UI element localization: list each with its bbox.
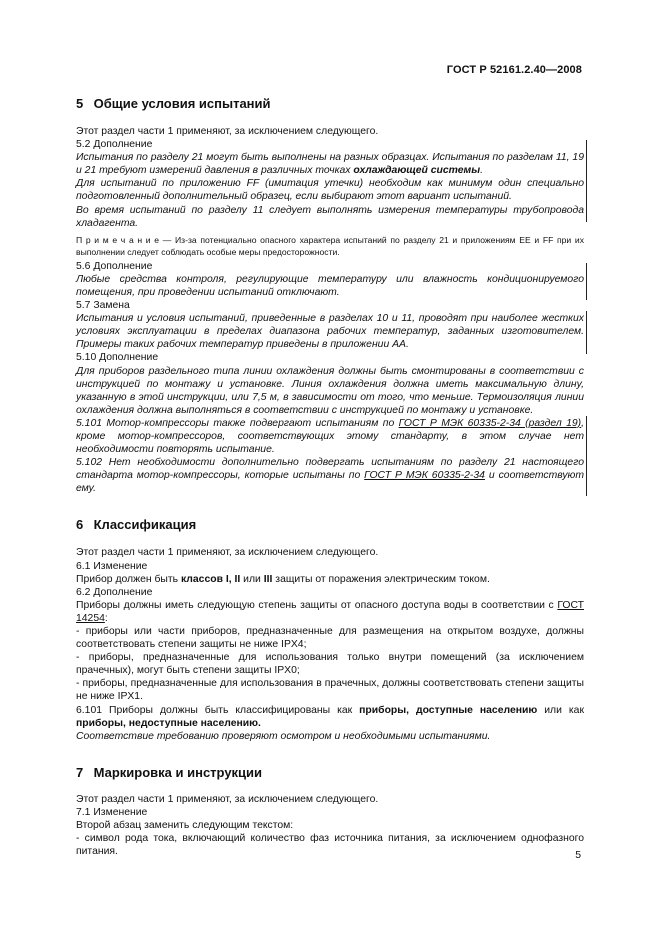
change-bar-5-7 (586, 311, 587, 354)
change-bar-5-2 (586, 140, 587, 222)
clause-7-1-label: 7.1 Изменение (76, 806, 148, 818)
clause-7-1-text: Второй абзац заменить следующим текстом: (76, 820, 294, 832)
section-number: 7 (76, 764, 84, 780)
document-header: ГОСТ Р 52161.2.40—2008 (446, 64, 582, 76)
section-number: 6 (76, 517, 84, 533)
clause-5-2-text-2: Для испытаний по приложению FF (имитация утечки) необходим как минимум один специально подготовленный дополнительный образец, если выбирают этот вариант испытаний. (76, 178, 584, 203)
clause-6-1-label: 6.1 Изменение (76, 560, 148, 572)
note (76, 234, 584, 258)
list-item: - приборы, предназначенные для использования только внутри помещений (за исключением прачечных), могут быть степени защиты IPX0; (76, 652, 584, 677)
clause-5-6-label: 5.6 Дополнение (76, 260, 153, 272)
gost-reference-link[interactable]: ГОСТ 14254 (76, 599, 584, 624)
clause-5-2-text-3: Во время испытаний по разделу 11 следует выполнять измерения температуры трубопровода хладагента. (76, 204, 584, 229)
section-6-intro: Этот раздел части 1 применяют, за исключением следующего. (76, 547, 379, 559)
note-label: П р и м е ч а н и е (76, 234, 160, 245)
page-number: 5 (575, 850, 581, 861)
gost-reference-link[interactable]: ГОСТ Р МЭК 60335-2-34 (раздел 19) (398, 417, 582, 429)
change-bar-5-101 (586, 416, 587, 496)
change-bar-5-6 (586, 263, 587, 300)
section-6-heading (76, 517, 584, 533)
gost-reference-link[interactable]: ГОСТ Р МЭК 60335-2-34 (364, 470, 485, 482)
clause-5-10-label: 5.10 Дополнение (76, 352, 159, 364)
section-title: Классификация (93, 517, 197, 533)
note-text: — Из-за потенциально опасного характера испытаний по разделу 21 и приложениям ЕЕ и FF при их выполнении следует соблюдать особые меры предосторожности. (76, 234, 585, 257)
section-title: Общие условия испытаний (93, 96, 271, 111)
clause-5-102: 5.102 Нет необходимости дополнительно подвергать испытаниям по разделу 21 настоящего стандарта мотор-компрессоры, которые испытаны по ГОСТ Р МЭК 60335-2-34 и соответствуют ему. (76, 457, 585, 495)
clause-6-1-text: Прибор должен быть классов I, II или III защиты от поражения электрическим током. (76, 573, 490, 585)
clause-6-2-label: 6.2 Дополнение (76, 586, 153, 598)
section-7-intro: Этот раздел части 1 применяют, за исключением следующего. (76, 793, 379, 805)
clause-5-7-label: 5.7 Замена (76, 300, 130, 312)
clause-6-101: 6.101 Приборы должны быть классифицированы как приборы, доступные населению или как приборы, недоступные населению. (76, 704, 584, 729)
section-title: Маркировка и инструкции (93, 764, 263, 780)
clause-5-2-text-1: Испытания по разделу 21 могут быть выполнены на разных образцах. Испытания по разделам 11, 19 и 21 требуют измерений давления в различных точках охлаждающей системы. (76, 152, 584, 177)
section-5-intro: Этот раздел части 1 применяют, за исключением следующего. (76, 126, 379, 137)
clause-5-6-text: Любые средства контроля, регулирующие температуру или влажность кондиционируемого помещения, при проведении испытаний отключают. (76, 273, 584, 298)
document-body (76, 94, 584, 858)
clause-5-7-text: Испытания и условия испытаний, приведенные в разделах 10 и 11, проводят при наиболее жестких условиях эксплуатации в пределах диапазона рабочих температур, заданных изготовителем. Примеры таких рабочих температур приведены в приложении АА. (76, 313, 584, 351)
list-item: - приборы, предназначенные для использования в прачечных, должны соответствовать степени защиты не ниже IPX1. (76, 678, 584, 703)
list-item: - символ рода тока, включающий количество фаз источника питания, за исключением однофазного питания. (76, 833, 584, 858)
list-item: - приборы или части приборов, предназначенные для размещения на открытом воздухе, должны соответствовать степени защиты не ниже IPX4; (76, 626, 584, 651)
section-7-heading (76, 765, 584, 781)
clause-6-2-text: Приборы должны иметь следующую степень защиты от опасного доступа воды в соответствии с ГОСТ 14254: (76, 599, 584, 624)
clause-5-10-text: Для приборов раздельного типа линии охлаждения должны быть смонтированы в соответствии с инструкцией по монтажу и установке. Линия охлаждения должна иметь максимальную длину, указанную в этой инструкции, или 7,5 м, в зависимости от того, что меньше. Термоизоляция линии охлаждения должна выполняться в соответствии с инструкцией по монтажу и установке. (76, 365, 584, 416)
clause-5-101: 5.101 Мотор-компрессоры также подвергают испытаниям по ГОСТ Р МЭК 60335-2-34 (раздел 19), кроме мотор-компрессоров, соответствующих этому стандарту, в этом случае нет необходимости повторять испытание. (76, 417, 584, 456)
clause-5-2-label: 5.2 Дополнение (76, 139, 153, 151)
section-number: 5 (76, 96, 84, 111)
section-5-heading (76, 96, 584, 112)
compliance-check: Соответствие требованию проверяют осмотром и необходимыми испытаниями. (76, 730, 491, 742)
